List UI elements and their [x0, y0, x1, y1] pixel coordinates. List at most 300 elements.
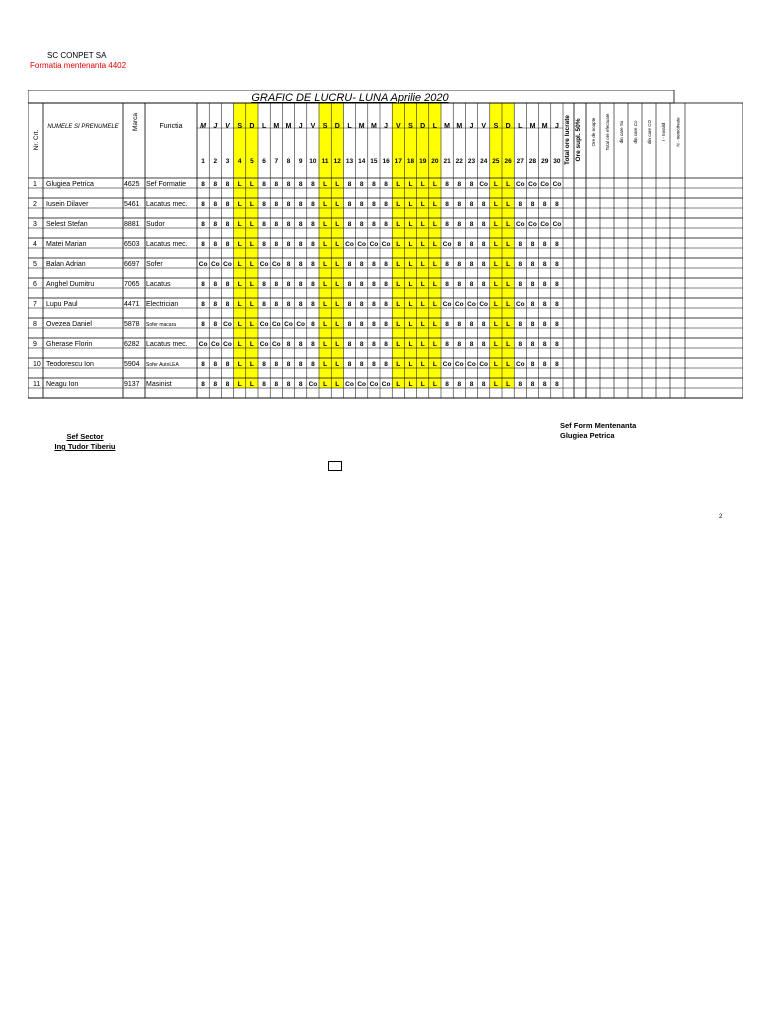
day-hours-cell: 8	[213, 201, 218, 208]
day-hours-cell: L	[323, 261, 328, 268]
day-hours-cell: 8	[481, 241, 486, 248]
day-hours-cell: 8	[469, 181, 474, 188]
day-hours-cell: 8	[359, 361, 364, 368]
header-day-number: 18	[406, 158, 415, 165]
employee-marca: 6697	[124, 261, 140, 268]
day-hours-cell: 8	[225, 361, 230, 368]
day-hours-cell: L	[335, 321, 340, 328]
day-hours-cell: L	[420, 181, 425, 188]
header-weekday: M	[285, 123, 292, 130]
day-hours-cell: Co	[296, 321, 306, 328]
day-hours-cell: 8	[225, 181, 230, 188]
header-weekday: J	[213, 123, 218, 130]
day-hours-cell: L	[420, 241, 425, 248]
day-hours-cell: 8	[481, 261, 486, 268]
day-hours-cell: L	[396, 361, 401, 368]
day-hours-cell: L	[237, 201, 242, 208]
day-hours-cell: L	[493, 221, 498, 228]
header-day-number: 22	[455, 158, 463, 165]
day-hours-cell: 8	[469, 341, 474, 348]
day-hours-cell: Co	[259, 341, 269, 348]
day-hours-cell: 8	[311, 281, 315, 288]
day-hours-cell: 8	[225, 241, 230, 248]
header-day-number: 6	[262, 158, 266, 165]
day-hours-cell: L	[237, 281, 242, 288]
employee-name: Selest Stefan	[46, 221, 88, 228]
day-hours-cell: Co	[284, 321, 293, 328]
day-hours-cell: 8	[262, 281, 266, 288]
day-hours-cell: Co	[381, 381, 391, 388]
day-hours-cell: 8	[262, 361, 266, 368]
day-hours-cell: 8	[262, 201, 266, 208]
day-hours-cell: L	[506, 361, 511, 368]
work-schedule-table	[28, 90, 743, 400]
day-hours-cell: 8	[445, 201, 449, 208]
day-hours-cell: 8	[286, 201, 291, 208]
header-day-number: 9	[298, 158, 303, 165]
header-day-number: 4	[237, 158, 242, 165]
day-hours-cell: L	[323, 281, 328, 288]
day-hours-cell: Co	[515, 361, 525, 368]
day-hours-cell: 8	[384, 261, 388, 268]
header-day-number: 30	[553, 158, 561, 165]
day-hours-cell: L	[335, 201, 340, 208]
day-hours-cell: Co	[467, 301, 476, 308]
day-hours-cell: L	[506, 301, 511, 308]
day-hours-cell: 8	[347, 201, 352, 208]
day-hours-cell: 8	[445, 381, 449, 388]
day-hours-cell: 8	[542, 381, 547, 388]
day-hours-cell: 8	[311, 241, 315, 248]
day-hours-cell: L	[237, 361, 242, 368]
header-weekday: L	[518, 123, 523, 130]
header-day-number: 28	[528, 158, 537, 165]
day-hours-cell: 8	[469, 241, 474, 248]
day-hours-cell: Co	[515, 301, 525, 308]
day-hours-cell: Co	[479, 301, 489, 308]
day-hours-cell: L	[432, 301, 437, 308]
day-hours-cell: Co	[442, 361, 452, 368]
employee-marca: 5461	[124, 201, 140, 208]
day-hours-cell: L	[335, 261, 340, 268]
day-hours-cell: L	[493, 241, 498, 248]
day-hours-cell: L	[335, 361, 340, 368]
day-hours-cell: Co	[479, 181, 489, 188]
day-hours-cell: L	[493, 341, 498, 348]
day-hours-cell: 8	[359, 201, 364, 208]
header-overtime: Ore supl. 50%	[575, 118, 582, 162]
day-hours-cell: 8	[359, 181, 364, 188]
header-extra-column: Ore de noapte	[591, 117, 596, 147]
day-hours-cell: L	[249, 361, 254, 368]
day-hours-cell: Co	[515, 181, 525, 188]
day-hours-cell: 8	[481, 321, 486, 328]
day-hours-cell: 8	[518, 281, 523, 288]
day-hours-cell: 8	[457, 261, 462, 268]
header-weekday: J	[469, 123, 474, 130]
employee-function: Lacatus mec.	[146, 241, 188, 248]
department-name: Formatia mentenanta 4402	[30, 61, 127, 70]
day-hours-cell: 8	[384, 301, 388, 308]
employee-function: Lacatus	[146, 281, 171, 288]
day-hours-cell: 8	[311, 201, 315, 208]
day-hours-cell: 8	[457, 181, 462, 188]
day-hours-cell: 8	[469, 381, 474, 388]
header-marca: Marca	[132, 112, 139, 132]
day-hours-cell: 8	[372, 261, 376, 268]
day-hours-cell: 8	[555, 341, 559, 348]
day-hours-cell: L	[335, 381, 340, 388]
day-hours-cell: L	[420, 221, 425, 228]
employee-name: Ovezea Daniel	[46, 321, 92, 328]
day-hours-cell: L	[432, 281, 437, 288]
day-hours-cell: 8	[457, 281, 462, 288]
day-hours-cell: 8	[530, 361, 535, 368]
header-day-number: 27	[516, 158, 524, 165]
day-hours-cell: 8	[225, 201, 230, 208]
header-weekday: M	[529, 123, 536, 130]
day-hours-cell: Co	[540, 221, 550, 228]
header-weekday: J	[384, 123, 389, 130]
day-hours-cell: 8	[359, 221, 364, 228]
header-day-number: 14	[358, 158, 366, 165]
day-hours-cell: 8	[298, 301, 303, 308]
day-hours-cell: 8	[384, 201, 388, 208]
header-weekday: L	[432, 123, 438, 130]
day-hours-cell: Co	[454, 361, 464, 368]
day-hours-cell: L	[323, 221, 328, 228]
day-hours-cell: L	[432, 241, 437, 248]
day-hours-cell: L	[396, 201, 401, 208]
day-hours-cell: 8	[530, 241, 535, 248]
header-extra-column: din care Co	[633, 120, 638, 144]
day-hours-cell: L	[396, 301, 401, 308]
day-hours-cell: 8	[555, 201, 559, 208]
day-hours-cell: 8	[274, 201, 279, 208]
day-hours-cell: 8	[372, 321, 376, 328]
day-hours-cell: 8	[518, 241, 523, 248]
day-hours-cell: L	[493, 181, 498, 188]
day-hours-cell: 8	[274, 361, 279, 368]
day-hours-cell: 8	[481, 381, 486, 388]
employee-name: Iusein Dilaver	[46, 201, 89, 208]
day-hours-cell: 8	[372, 361, 376, 368]
day-hours-cell: L	[432, 261, 437, 268]
day-hours-cell: 8	[213, 301, 218, 308]
day-hours-cell: 8	[530, 301, 535, 308]
employee-function: Sudor	[146, 221, 165, 228]
day-hours-cell: Co	[357, 381, 367, 388]
day-hours-cell: 8	[384, 341, 388, 348]
day-hours-cell: L	[493, 261, 498, 268]
day-hours-cell: 8	[286, 381, 291, 388]
day-hours-cell: L	[506, 341, 511, 348]
row-nr: 3	[33, 221, 37, 228]
header-extra-column: N - nemotivate	[675, 117, 681, 147]
day-hours-cell: Co	[479, 361, 489, 368]
day-hours-cell: L	[420, 261, 425, 268]
day-hours-cell: L	[432, 381, 437, 388]
header-total-hours: Total ore lucrate	[564, 114, 571, 166]
day-hours-cell: 8	[359, 321, 364, 328]
header-weekday: L	[347, 123, 352, 130]
day-hours-cell: 8	[201, 241, 205, 248]
day-hours-cell: Co	[210, 341, 220, 348]
day-hours-cell: 8	[542, 301, 547, 308]
row-nr: 1	[33, 181, 37, 188]
day-hours-cell: L	[396, 281, 401, 288]
header-weekday: D	[249, 123, 255, 130]
header-name: NUMELE SI PRENUMELE	[47, 124, 119, 130]
day-hours-cell: 8	[274, 241, 279, 248]
employee-marca: 4625	[124, 181, 140, 188]
header-weekday: V	[225, 123, 230, 130]
table-border	[28, 103, 743, 398]
day-hours-cell: 8	[457, 341, 462, 348]
employee-marca: 8881	[124, 221, 140, 228]
day-hours-cell: L	[493, 301, 498, 308]
day-hours-cell: 8	[347, 181, 352, 188]
employee-marca: 5878	[124, 321, 140, 328]
day-hours-cell: 8	[286, 361, 291, 368]
day-hours-cell: 8	[262, 241, 266, 248]
day-hours-cell: L	[335, 181, 340, 188]
day-hours-cell: 8	[298, 381, 303, 388]
day-hours-cell: 8	[384, 321, 388, 328]
header-day-number: 23	[467, 158, 476, 165]
day-hours-cell: L	[249, 321, 254, 328]
day-hours-cell: 8	[542, 361, 547, 368]
day-hours-cell: 8	[542, 341, 547, 348]
day-hours-cell: L	[237, 261, 242, 268]
day-hours-cell: 8	[213, 221, 218, 228]
day-hours-cell: L	[335, 301, 340, 308]
employee-function: Electrician	[146, 301, 179, 308]
day-hours-cell: Co	[308, 381, 318, 388]
day-hours-cell: 8	[274, 221, 279, 228]
day-hours-cell: 8	[384, 361, 388, 368]
day-hours-cell: 8	[298, 361, 303, 368]
day-hours-cell: 8	[469, 201, 474, 208]
day-hours-cell: 8	[469, 221, 474, 228]
row-nr: 8	[33, 321, 37, 328]
day-hours-cell: 8	[457, 201, 462, 208]
header-nr-crt: Nr. Crt.	[33, 129, 40, 151]
day-hours-cell: L	[249, 281, 254, 288]
row-nr: 11	[33, 381, 41, 388]
day-hours-cell: Co	[259, 321, 269, 328]
day-hours-cell: 8	[298, 181, 303, 188]
day-hours-cell: 8	[555, 281, 559, 288]
day-hours-cell: Co	[210, 261, 220, 268]
day-hours-cell: 8	[262, 301, 266, 308]
day-hours-cell: L	[396, 321, 401, 328]
header-day-number: 13	[345, 158, 354, 165]
day-hours-cell: 8	[286, 281, 291, 288]
day-hours-cell: 8	[311, 301, 315, 308]
day-hours-cell: 8	[347, 361, 352, 368]
day-hours-cell: Co	[369, 241, 379, 248]
employee-name: Lupu Paul	[46, 301, 78, 308]
day-hours-cell: 8	[372, 281, 376, 288]
day-hours-cell: 8	[225, 221, 230, 228]
day-hours-cell: 8	[445, 341, 449, 348]
day-hours-cell: 8	[274, 381, 279, 388]
header-weekday: S	[408, 123, 413, 130]
company-name: SC CONPET SA	[47, 51, 107, 60]
day-hours-cell: L	[493, 381, 498, 388]
day-hours-cell: Co	[515, 221, 525, 228]
employee-function: Sofer	[146, 261, 163, 268]
day-hours-cell: L	[432, 361, 437, 368]
day-hours-cell: 8	[457, 321, 462, 328]
header-extra-column: din care Su	[619, 120, 624, 144]
day-hours-cell: 8	[213, 321, 218, 328]
day-hours-cell: L	[249, 241, 254, 248]
day-hours-cell: 8	[518, 341, 523, 348]
employee-function: Masinist	[146, 381, 172, 388]
day-hours-cell: 8	[286, 261, 291, 268]
day-hours-cell: L	[420, 361, 425, 368]
day-hours-cell: Co	[271, 321, 281, 328]
day-hours-cell: L	[408, 381, 413, 388]
day-hours-cell: 8	[530, 381, 535, 388]
employee-function: Sef Formatie	[146, 181, 187, 188]
day-hours-cell: Co	[345, 381, 354, 388]
header-day-number: 19	[419, 158, 427, 165]
day-hours-cell: Co	[454, 301, 464, 308]
header-functia: Functia	[159, 123, 183, 130]
day-hours-cell: 8	[469, 281, 474, 288]
day-hours-cell: 8	[555, 321, 559, 328]
header-day-number: 1	[201, 158, 205, 165]
day-hours-cell: L	[237, 221, 242, 228]
header-day-number: 24	[480, 158, 488, 165]
day-hours-cell: L	[396, 261, 401, 268]
day-hours-cell: 8	[555, 381, 559, 388]
header-weekday: M	[444, 123, 451, 130]
day-hours-cell: L	[432, 221, 437, 228]
day-hours-cell: Co	[223, 341, 232, 348]
header-weekday: S	[322, 123, 328, 130]
day-hours-cell: L	[323, 301, 328, 308]
day-hours-cell: 8	[298, 241, 303, 248]
day-hours-cell: 8	[445, 181, 449, 188]
day-hours-cell: 8	[213, 181, 218, 188]
day-hours-cell: L	[420, 281, 425, 288]
day-hours-cell: L	[506, 221, 511, 228]
day-hours-cell: 8	[542, 261, 547, 268]
header-day-number: 25	[492, 158, 500, 165]
day-hours-cell: Co	[223, 261, 232, 268]
header-day-number: 10	[309, 158, 317, 165]
header-weekday: V	[395, 123, 401, 130]
day-hours-cell: Co	[357, 241, 367, 248]
day-hours-cell: L	[396, 181, 401, 188]
employee-name: Balan Adrian	[46, 261, 86, 268]
day-hours-cell: L	[249, 341, 254, 348]
day-hours-cell: L	[237, 181, 242, 188]
day-hours-cell: L	[408, 341, 413, 348]
day-hours-cell: L	[408, 321, 413, 328]
header-day-number: 16	[382, 158, 390, 165]
day-hours-cell: L	[323, 341, 328, 348]
day-hours-cell: 8	[372, 301, 376, 308]
day-hours-cell: Co	[467, 361, 476, 368]
day-hours-cell: 8	[311, 321, 315, 328]
day-hours-cell: L	[420, 301, 425, 308]
signature-right-title: Sef Form Mentenanta	[560, 421, 637, 430]
day-hours-cell: 8	[311, 221, 315, 228]
day-hours-cell: 8	[518, 321, 523, 328]
header-day-number: 2	[213, 158, 218, 165]
day-hours-cell: L	[432, 181, 437, 188]
day-hours-cell: L	[408, 201, 413, 208]
day-hours-cell: 8	[530, 261, 535, 268]
employee-name: Neagu Ion	[46, 381, 79, 388]
employee-function: Sofer macara	[146, 322, 177, 328]
day-hours-cell: 8	[201, 181, 205, 188]
day-hours-cell: L	[335, 241, 340, 248]
day-hours-cell: L	[420, 381, 425, 388]
day-hours-cell: 8	[555, 301, 559, 308]
day-hours-cell: L	[420, 341, 425, 348]
day-hours-cell: Co	[381, 241, 391, 248]
day-hours-cell: 8	[201, 301, 205, 308]
day-hours-cell: 8	[201, 381, 205, 388]
day-hours-cell: 8	[518, 261, 523, 268]
page-number: 2	[719, 514, 723, 520]
day-hours-cell: 8	[481, 341, 486, 348]
day-hours-cell: L	[335, 341, 340, 348]
header-weekday: M	[358, 123, 365, 130]
day-hours-cell: L	[408, 261, 413, 268]
day-hours-cell: Co	[552, 181, 562, 188]
signature-left-title: Sef Sector	[66, 432, 104, 441]
day-hours-cell: 8	[457, 221, 462, 228]
day-hours-cell: 8	[213, 381, 218, 388]
day-hours-cell: 8	[457, 241, 462, 248]
day-hours-cell: L	[506, 381, 511, 388]
header-day-number: 5	[250, 158, 254, 165]
row-nr: 9	[33, 341, 37, 348]
day-hours-cell: L	[237, 321, 242, 328]
day-hours-cell: 8	[286, 221, 291, 228]
day-hours-cell: L	[249, 201, 254, 208]
day-hours-cell: L	[249, 261, 254, 268]
day-hours-cell: 8	[555, 361, 559, 368]
day-hours-cell: L	[506, 281, 511, 288]
empty-checkbox-box	[328, 461, 342, 471]
day-hours-cell: L	[335, 281, 340, 288]
day-hours-cell: 8	[213, 241, 218, 248]
day-hours-cell: L	[249, 381, 254, 388]
day-hours-cell: 8	[542, 321, 547, 328]
day-hours-cell: 8	[262, 221, 266, 228]
day-hours-cell: L	[493, 321, 498, 328]
day-hours-cell: L	[237, 341, 242, 348]
employee-marca: 5904	[124, 361, 140, 368]
day-hours-cell: 8	[274, 281, 279, 288]
day-hours-cell: 8	[372, 201, 376, 208]
day-hours-cell: 8	[469, 321, 474, 328]
header-weekday: V	[481, 123, 487, 130]
day-hours-cell: 8	[225, 281, 230, 288]
day-hours-cell: 8	[213, 281, 218, 288]
day-hours-cell: L	[493, 361, 498, 368]
day-hours-cell: 8	[274, 181, 279, 188]
day-hours-cell: 8	[225, 301, 230, 308]
